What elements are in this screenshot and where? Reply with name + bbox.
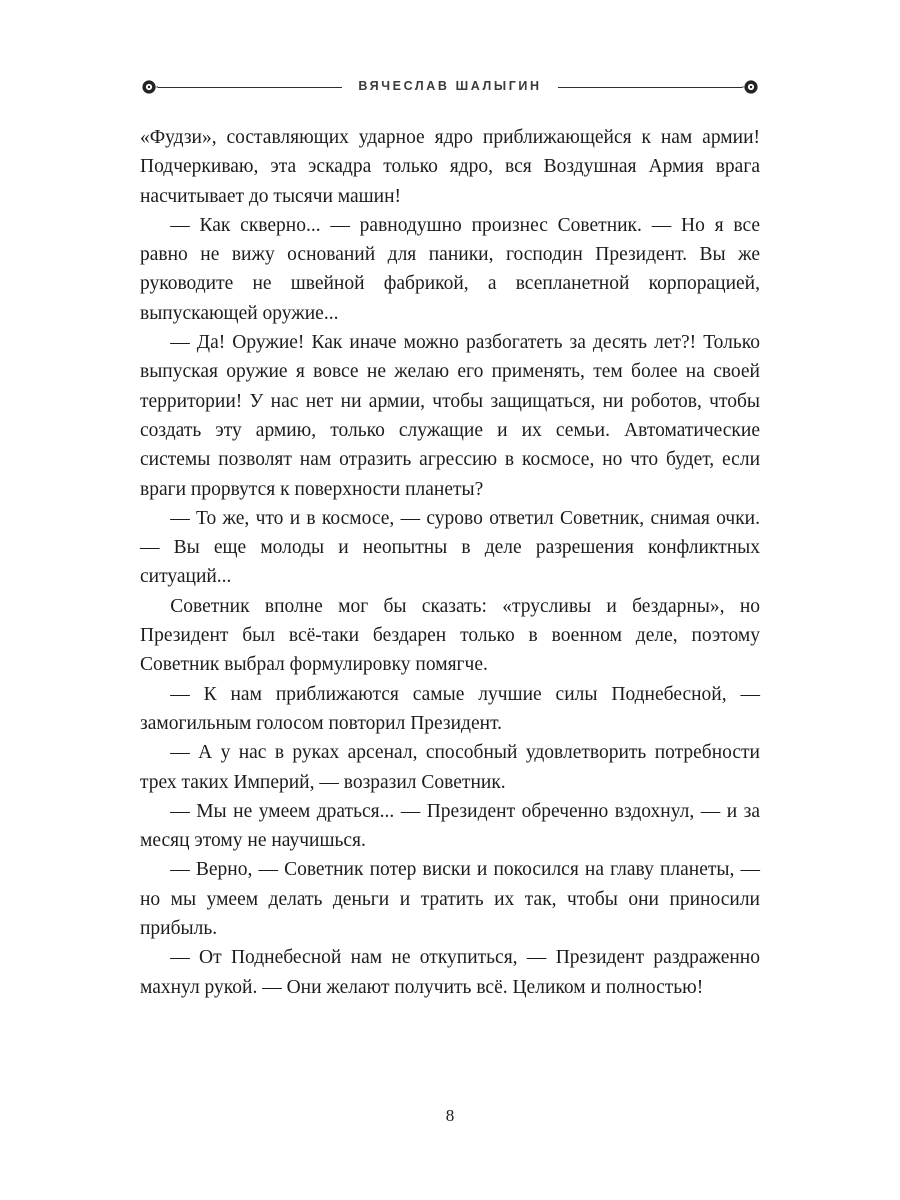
running-head-author: ВЯЧЕСЛАВ ШАЛЫГИН — [358, 78, 542, 93]
header-rule-left — [158, 87, 342, 88]
running-head — [140, 78, 760, 96]
paragraph: — Мы не умеем драться... — Президент обреченно вздохнул, — и за месяц этому не научишься. — [140, 800, 760, 852]
paragraph: — От Поднебесной нам не откупиться, — Президент раздраженно махнул рукой. — Они желают получить всё. Целиком и полностью! — [140, 947, 760, 998]
header-ornament-right-icon — [742, 78, 760, 96]
paragraph: — К нам приближаются самые лучшие силы Поднебесной, — замогильным голосом повторил Президент. — [140, 683, 760, 734]
paragraph: — Верно, — Советник потер виски и покосился на главу планеты, — но мы умеем делать деньги и тратить их так, чтобы они приносили прибыль. — [140, 859, 760, 940]
paragraph: Советник вполне мог бы сказать: «трусливы и бездарны», но Президент был всё-таки бездарен только в военном деле, поэтому Советник выбрал формулировку помягче. — [140, 595, 760, 676]
body-text — [140, 123, 760, 1002]
paragraph: — То же, что и в космосе, — сурово ответил Советник, снимая очки. — Вы еще молоды и неопытны в деле разрешения конфликтных ситуаций... — [140, 507, 760, 588]
paragraph: «Фудзи», составляющих ударное ядро приближающейся к нам армии! Подчеркиваю, эта эскадра только ядро, вся Воздушная Армия врага насчитывает до тысячи машин! — [140, 127, 760, 207]
header-rule-right — [558, 87, 742, 88]
paragraph: — А у нас в руках арсенал, способный удовлетворить потребности трех таких Империй, — возразил Советник. — [140, 742, 760, 793]
page-number: 8 — [445, 1106, 455, 1125]
paragraph: — Как скверно... — равнодушно произнес Советник. — Но я все равно не вижу оснований для паники, господин Президент. Вы же руководите не швейной фабрикой, а всепланетной корпорацией, выпускающей оружие... — [140, 214, 760, 324]
header-ornament-left-icon — [140, 78, 158, 96]
paragraph: — Да! Оружие! Как иначе можно разбогатеть за десять лет?! Только выпуская оружие я вовсе не желаю его применять, тем более на своей территории! У нас нет ни армии, чтобы защищаться, ни роботов, чтобы создать эту армию, только служащие и их семьи. Автоматические системы позволят нам отразить агрессию в космосе, но что будет, если враги прорвутся к поверхности планеты? — [140, 332, 760, 500]
